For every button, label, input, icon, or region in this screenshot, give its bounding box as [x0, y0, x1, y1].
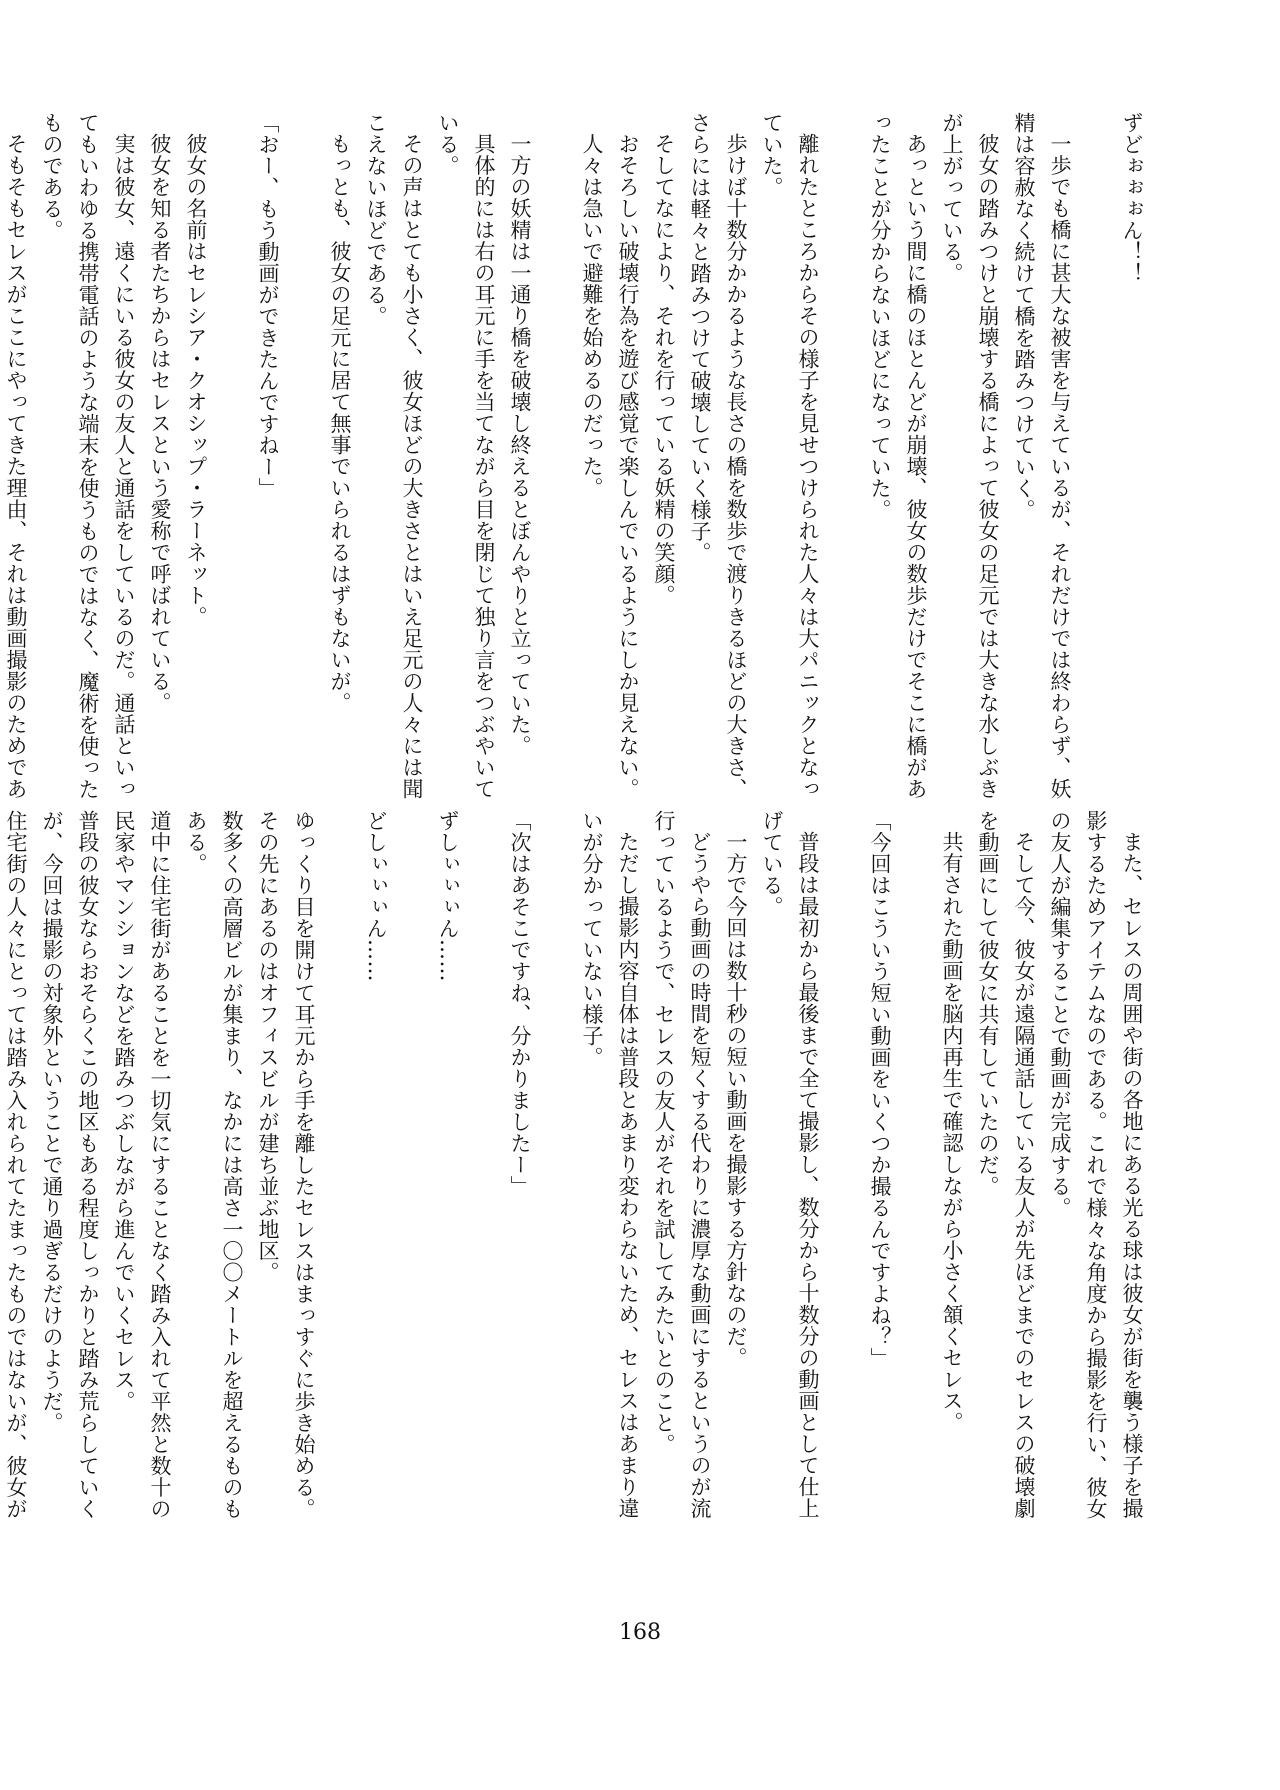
sound-effect: ずしぃぃぃん……	[436, 810, 460, 982]
paragraph: そしてなにより、それを行っている妖精の笑顔。	[652, 133, 676, 606]
paragraph: ゆっくり目を開けて耳元から手を離したセレスはまっすぐに歩き始める。	[292, 810, 316, 1520]
blank-line	[826, 810, 862, 1530]
lower-text-block	[4, 810, 1150, 1530]
paragraph: その声はとても小さく、彼女ほどの大きさとはいえ足元の人々には聞こえないほどである。	[364, 112, 424, 800]
blank-line	[538, 810, 574, 1530]
paragraph: 住宅街の人々にとっては踏み入れられてたまったものではないが、彼女が	[4, 810, 28, 1520]
sound-effect: どしぃぃぃん……	[364, 810, 388, 982]
paragraph: また、セレスの周囲や街の各地にある光る球は彼女が街を襲う様子を撮影するためアイテムなのである。これで様々な角度から撮影を行い、彼女の友人が編集することで動画が完成する。	[1048, 810, 1144, 1520]
paragraph: そもそもセレスがここにやってきた理由、それは動画撮影のためであ	[4, 133, 28, 800]
paragraph: ただし撮影内容自体は普段とあまり変わらないため、セレスはあまり違いが分かっていない様子。	[580, 810, 640, 1519]
upper-text-block	[4, 112, 1150, 812]
paragraph: 歩けば十数分かかるような長さの橋を数歩で渡りきるほどの大きさ、さらには軽々と踏みつけて破壊していく様子。	[688, 112, 748, 800]
page-number: 168	[619, 1620, 661, 1645]
dialogue: 「次はあそこですね、分かりましたー」	[508, 810, 532, 1197]
blank-line	[214, 112, 250, 812]
blank-line	[286, 112, 322, 812]
paragraph: そして今、彼女が遠隔通話している友人が先ほどまでのセレスの破壊劇を動画にして彼女に共有していたのだ。	[976, 810, 1036, 1519]
paragraph: 彼女の踏みつけと崩壊する橋によって彼女の足元では大きな水しぶきが上がっている。	[940, 112, 1000, 800]
blank-line	[1078, 112, 1114, 812]
paragraph: 一方で今回は数十秒の短い動画を撮影する方針なのだ。	[724, 831, 748, 1369]
paragraph: 彼女の名前はセレシア・クオシップ・ラーネット。	[184, 133, 208, 628]
paragraph: おそろしい破壊行為を遊び感覚で楽しんでいるようにしか見えない。	[616, 133, 640, 800]
blank-line	[826, 112, 862, 812]
paragraph: 一歩でも橋に甚大な被害を与えているが、それだけでは終わらず、妖精は容赦なく続けて橋を踏みつけていく。	[1012, 112, 1072, 800]
paragraph: ずどぉぉぉん！！	[1120, 112, 1144, 284]
paragraph: どうやら動画の時間を短くする代わりに濃厚な動画にするというのが流行っているようで、セレスの友人がそれを試してみたいとのこと。	[652, 810, 712, 1519]
paragraph: その先にあるのはオフィスビルが建ち並ぶ地区。	[256, 810, 280, 1283]
paragraph: 普段の彼女ならおそらくこの地区もある程度しっかりと踏み荒らしていくが、今回は撮影の対象外ということで通り過ぎるだけのようだ。	[40, 810, 100, 1520]
paragraph: 離れたところからその様子を見せつけられた人々は大パニックとなっていた。	[760, 112, 820, 800]
paragraph: 数多くの高層ビルが集まり、なかには高さ一〇〇メートルを超えるものもある。	[184, 810, 244, 1520]
blank-line	[394, 810, 430, 1530]
blank-line	[322, 810, 358, 1530]
paragraph: 共有された動画を脳内再生で確認しながら小さく頷くセレス。	[940, 831, 964, 1433]
blank-line	[538, 112, 574, 812]
blank-line	[466, 810, 502, 1530]
paragraph: 道中に住宅街があることを一切気にすることなく踏み入れて平然と数十の民家やマンションなどを踏みつぶしながら進んでいくセレス。	[112, 810, 172, 1520]
paragraph: もっとも、彼女の足元に居て無事でいられるはずもないが。	[328, 133, 352, 714]
paragraph: 具体的には右の耳元に手を当てながら目を閉じて独り言をつぶやいている。	[436, 112, 496, 800]
blank-line	[898, 810, 934, 1530]
dialogue: 「おー、もう動画ができたんですねー」	[256, 112, 280, 499]
paragraph: 彼女を知る者たちからはセレスという愛称で呼ばれている。	[148, 133, 172, 714]
paragraph: 一方の妖精は一通り橋を破壊し終えるとぼんやりと立っていた。	[508, 133, 532, 757]
dialogue: 「今回はこういう短い動画をいくつか撮るんですよね？」	[868, 810, 892, 1369]
paragraph: 実は彼女、遠くにいる彼女の友人と通話をしているのだ。通話といってもいわゆる携帯電話のような端末を使うものではなく、魔術を使ったものである。	[40, 112, 136, 800]
paragraph: 普段は最初から最後まで全て撮影し、数分から十数分の動画として仕上げている。	[760, 810, 820, 1519]
paragraph: あっという間に橋のほとんどが崩壊、彼女の数歩だけでそこに橋があったことが分からないほどになっていた。	[868, 112, 928, 800]
paragraph: 人々は急いで避難を始めるのだった。	[580, 133, 604, 499]
